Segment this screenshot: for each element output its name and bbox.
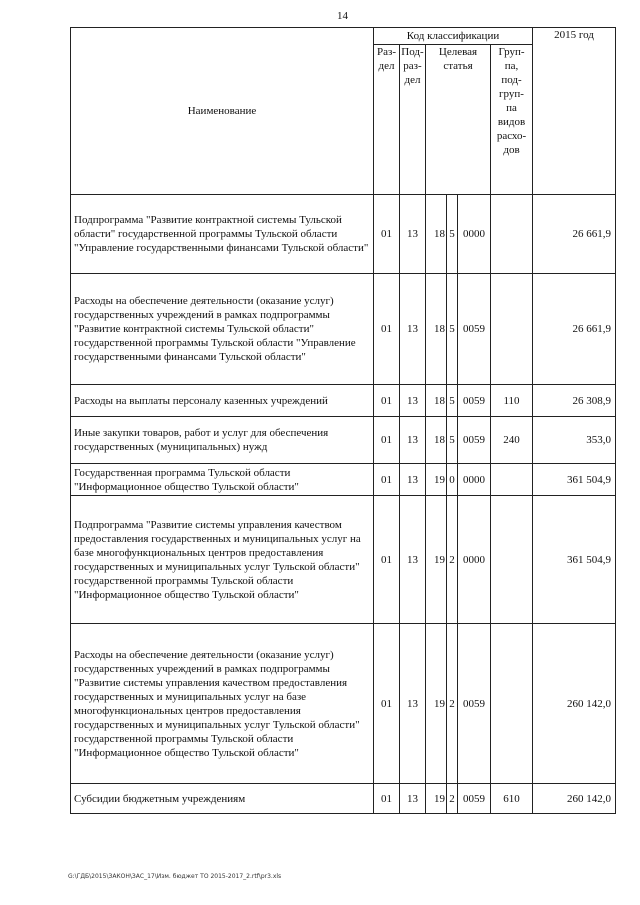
row-name: Государственная программа Тульской области "Информационное общество Тульской области": [71, 464, 374, 496]
row-target-subprogram: 2: [447, 784, 458, 814]
row-expense-group: 110: [491, 385, 533, 417]
row-amount: 260 142,0: [533, 784, 616, 814]
row-podrazdel: 13: [400, 385, 426, 417]
row-podrazdel: 13: [400, 195, 426, 274]
table-row: [71, 417, 616, 464]
row-razdel: 01: [374, 784, 400, 814]
row-target-subprogram: 2: [447, 496, 458, 624]
row-razdel: 01: [374, 195, 400, 274]
row-podrazdel: 13: [400, 784, 426, 814]
row-razdel: 01: [374, 496, 400, 624]
table-row: [71, 496, 616, 624]
row-expense-group: [491, 464, 533, 496]
row-target-program: 19: [426, 784, 447, 814]
header-year: 2015 год: [533, 28, 616, 195]
row-name: Расходы на выплаты персоналу казенных учреждений: [71, 385, 374, 417]
row-amount: 260 142,0: [533, 624, 616, 784]
row-target-direction: 0059: [458, 784, 491, 814]
row-expense-group: 610: [491, 784, 533, 814]
page-number: 14: [337, 10, 348, 22]
row-target-direction: 0000: [458, 464, 491, 496]
row-expense-group: [491, 195, 533, 274]
row-target-program: 18: [426, 417, 447, 464]
row-target-direction: 0059: [458, 274, 491, 385]
table-row: [71, 464, 616, 496]
row-podrazdel: 13: [400, 624, 426, 784]
header-expense-group: Груп- па, под- груп- па видов расхо- дов: [491, 45, 533, 195]
row-razdel: 01: [374, 464, 400, 496]
table-row: [71, 195, 616, 274]
row-amount: 361 504,9: [533, 464, 616, 496]
row-expense-group: [491, 624, 533, 784]
row-target-subprogram: 0: [447, 464, 458, 496]
row-name: Расходы на обеспечение деятельности (оказание услуг) государственных учреждений в рамках подпрограммы "Развитие контрактной системы Тульской области" государственной программы Тульской области "Управление государственными финансами Тульской области": [71, 274, 374, 385]
row-amount: 26 661,9: [533, 195, 616, 274]
table-row: [71, 624, 616, 784]
header-target: Целевая статья: [426, 45, 491, 195]
row-name: Подпрограмма "Развитие системы управления качеством предоставления государственных и муниципальных услуг на базе многофункциональных центров предоставления государственных и муниципальных услуг Тульской области" государственной программы Тульской области "Информационное общество Тульской области": [71, 496, 374, 624]
row-target-program: 18: [426, 195, 447, 274]
row-target-direction: 0059: [458, 417, 491, 464]
row-target-subprogram: 5: [447, 385, 458, 417]
row-target-direction: 0000: [458, 195, 491, 274]
row-podrazdel: 13: [400, 417, 426, 464]
header-razdel: Раз- дел: [374, 45, 400, 195]
row-target-program: 19: [426, 464, 447, 496]
row-expense-group: 240: [491, 417, 533, 464]
row-razdel: 01: [374, 417, 400, 464]
row-expense-group: [491, 496, 533, 624]
row-target-program: 18: [426, 274, 447, 385]
row-target-program: 19: [426, 496, 447, 624]
row-target-direction: 0000: [458, 496, 491, 624]
table-row: [71, 274, 616, 385]
row-amount: 353,0: [533, 417, 616, 464]
row-amount: 26 308,9: [533, 385, 616, 417]
row-target-subprogram: 5: [447, 417, 458, 464]
header-row-top: [71, 28, 616, 45]
table-row: [71, 385, 616, 417]
row-target-subprogram: 2: [447, 624, 458, 784]
header-name: Наименование: [71, 28, 374, 195]
row-amount: 26 661,9: [533, 274, 616, 385]
row-name: Иные закупки товаров, работ и услуг для обеспечения государственных (муниципальных) нужд: [71, 417, 374, 464]
header-podrazdel: Под- раз- дел: [400, 45, 426, 195]
row-target-program: 18: [426, 385, 447, 417]
row-razdel: 01: [374, 624, 400, 784]
row-name: Подпрограмма "Развитие контрактной системы Тульской области" государственной программы Тульской области "Управление государственными финансами Тульской области": [71, 195, 374, 274]
header-code-group: Код классификации: [374, 28, 533, 45]
row-target-program: 19: [426, 624, 447, 784]
row-razdel: 01: [374, 385, 400, 417]
table-row: [71, 784, 616, 814]
row-expense-group: [491, 274, 533, 385]
row-podrazdel: 13: [400, 464, 426, 496]
row-name: Субсидии бюджетным учреждениям: [71, 784, 374, 814]
row-amount: 361 504,9: [533, 496, 616, 624]
row-name: Расходы на обеспечение деятельности (оказание услуг) государственных учреждений в рамках подпрограммы "Развитие системы управления качеством предоставления государственных и муниципальных услуг на базе многофункциональных центров предоставления государственных и муниципальных услуг Тульской области" государственной программы Тульской области "Информационное общество Тульской области": [71, 624, 374, 784]
row-target-direction: 0059: [458, 385, 491, 417]
row-target-subprogram: 5: [447, 274, 458, 385]
footer-file-path: G:\ГДБ\2015\ЗАКОН\ЗАС_17\Изм. бюджет ТО 2015-2017_2.rtf\pr3.xls: [68, 873, 282, 880]
row-target-subprogram: 5: [447, 195, 458, 274]
row-razdel: 01: [374, 274, 400, 385]
row-podrazdel: 13: [400, 274, 426, 385]
budget-table: [70, 27, 616, 814]
row-target-direction: 0059: [458, 624, 491, 784]
row-podrazdel: 13: [400, 496, 426, 624]
